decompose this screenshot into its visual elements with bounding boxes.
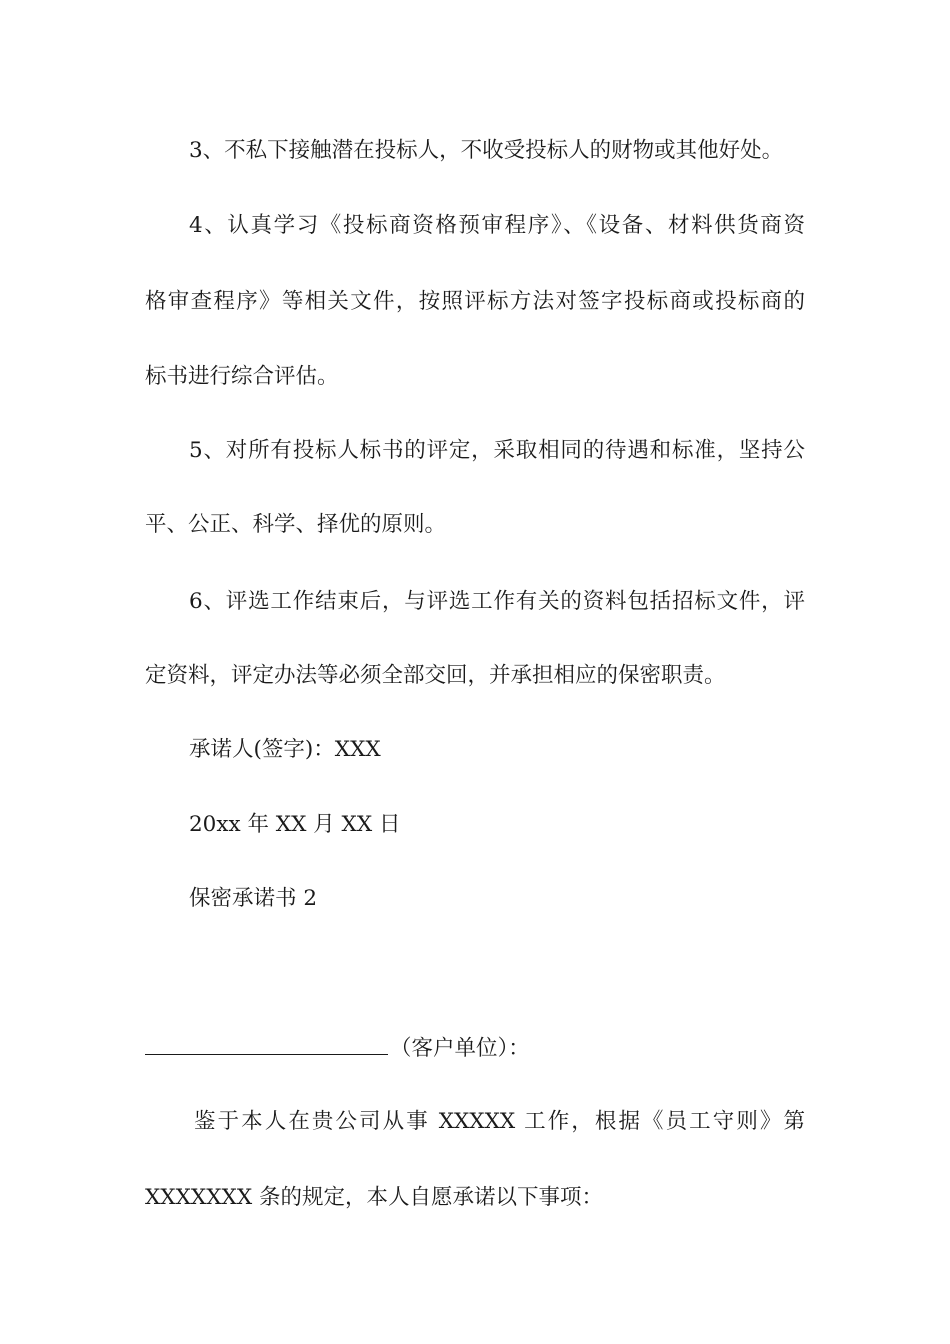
body-paragraph-line-2: XXXXXXX 条的规定，本人自愿承诺以下事项： [145,1185,603,1210]
paragraph-item-6-line-1: 6、评选工作结束后，与评选工作有关的资料包括招标文件，评 [189,589,805,614]
paragraph-item-5-line-1: 5、对所有投标人标书的评定，采取相同的待遇和标准，坚持公 [189,438,805,463]
client-unit-line [145,1034,805,1064]
paragraph-item-5-line-2: 平、公正、科学、择优的原则。 [145,512,447,537]
paragraph-item-4-line-2: 格审查程序》等相关文件，按照评标方法对签字投标商或投标商的 [145,289,805,314]
paragraph-item-4-line-3: 标书进行综合评估。 [145,364,339,389]
paragraph-item-4-line-1: 4、认真学习《投标商资格预审程序》、《设备、材料供货商资 [189,213,805,238]
signatory-line: 承诺人(签字)：XXX [189,737,381,762]
client-unit-label: （客户单位）： [390,1036,530,1061]
date-line: 20xx 年 XX 月 XX 日 [189,812,401,837]
paragraph-item-3: 3、不私下接触潜在投标人，不收受投标人的财物或其他好处。 [189,138,784,163]
section-title: 保密承诺书 2 [189,886,318,911]
client-unit-blank [145,1034,388,1055]
body-paragraph-line-1: 鉴于本人在贵公司从事 XXXXX 工作，根据《员工守则》第 [194,1109,805,1134]
paragraph-item-6-line-2: 定资料，评定办法等必须全部交回，并承担相应的保密职责。 [145,663,726,688]
